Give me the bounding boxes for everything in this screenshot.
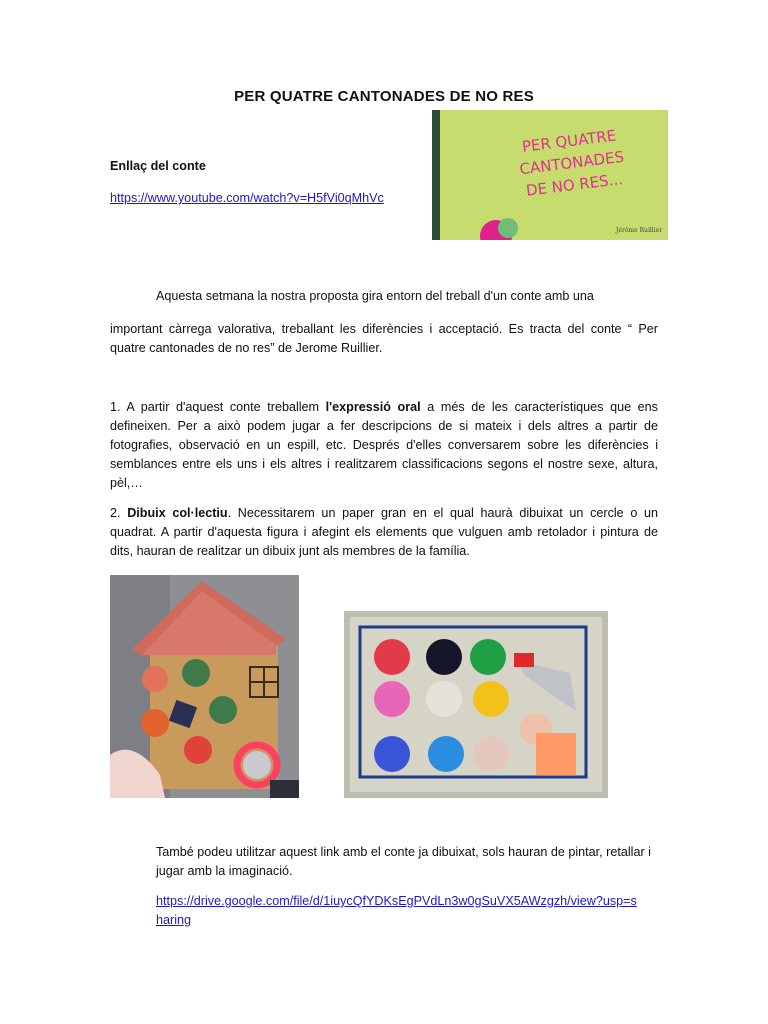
youtube-link[interactable]: https://www.youtube.com/watch?v=H5fVi0qMhVc xyxy=(110,191,384,205)
item-1-text-start: A partir d'aquest conte treballem xyxy=(120,400,326,414)
link-heading: Enllaç del conte xyxy=(110,159,206,173)
item-2-bold-term: Dibuix col·lectiu xyxy=(127,506,228,520)
item-1-number: 1. xyxy=(110,400,121,414)
cover-title-line: PER QUATRE xyxy=(520,126,618,156)
item-2-number: 2. xyxy=(110,506,121,520)
cover-title-line: CANTONADES xyxy=(518,147,625,179)
drive-link-line-2[interactable]: haring xyxy=(156,913,192,927)
page-title: PER QUATRE CANTONADES DE NO RES xyxy=(234,88,534,105)
cover-author: Jérôme Ruillier xyxy=(616,227,663,234)
item-1-bold-term: l'expressió oral xyxy=(325,400,421,414)
intro-first-line: Aquesta setmana la nostra proposta gira entorn del treball d'un conte amb una xyxy=(156,289,594,303)
house-craft-photo xyxy=(110,575,299,798)
item-1-paragraph xyxy=(110,398,658,493)
item-1-text-rest: a més de les característiques que ens defineixen. Per a això podem jugar a fer descripcions de si mateix i dels altres a partir de fotografies, observació en un espill, etc. Després d'elles conversarem sobre les diferències i semblances entre els uns i els altres i realitzarem classificacions segons el nostre sexe, altura, pèl,… xyxy=(110,400,658,490)
felt-board-photo xyxy=(344,611,608,798)
item-2-paragraph xyxy=(110,504,658,561)
drive-link-line-1[interactable]: https://drive.google.com/file/d/1iuycQfYDKsEgPVdLn3w0gSuVX5AWzgzh/view?usp=s xyxy=(156,894,637,908)
book-cover-image xyxy=(432,110,668,240)
closing-paragraph: També podeu utilitzar aquest link amb el conte ja dibuixat, sols hauran de pintar, retallar i jugar amb la imaginació. xyxy=(156,845,651,878)
cover-title-line: DE NO RES... xyxy=(525,169,624,200)
item-2-text: . Necessitarem un paper gran en el qual haurà dibuixat un cercle o un quadrat. A partir d'aquesta figura i afegint els elements que vulguen amb retolador i pintura de dits, hauran de realitzar un dibuix junt als membres de la família. xyxy=(110,506,659,558)
intro-paragraph: important càrrega valorativa, treballant les diferències i acceptació. Es tracta del conte “ Per quatre cantonades de no res” de Jerome Ruillier. xyxy=(110,322,658,355)
